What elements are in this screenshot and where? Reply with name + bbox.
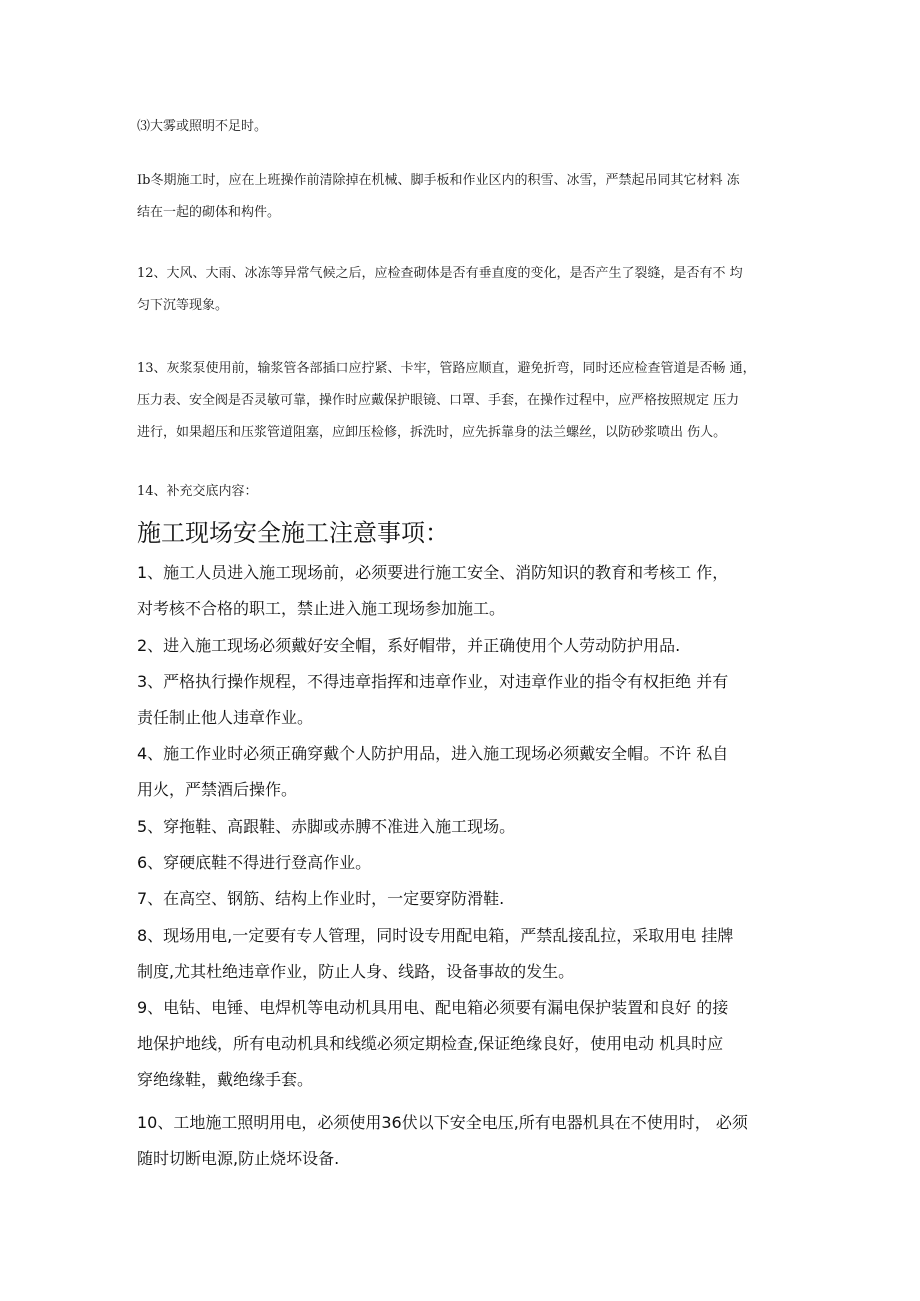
text-line: 随时切断电源,防止烧坏设备. [137, 1149, 340, 1168]
text-line: 用火，严禁酒后操作。 [137, 780, 298, 799]
text-line: ⑶大雾或照明不足时。 [137, 119, 268, 134]
paragraph-item-11 [137, 174, 787, 219]
text-line: 12、大风、大雨、冰冻等异常气候之后，应检查砌体是否有垂直度的变化，是否产生了裂缝，是否有不 均 [137, 266, 743, 281]
text-line: 对考核不合格的职工，禁止进入施工现场参加施工。 [137, 599, 506, 618]
text-line: 结在一起的砌体和构件。 [137, 205, 281, 220]
safety-item-9 [137, 999, 797, 1089]
safety-item-5 [137, 818, 797, 836]
text-line: 13、灰浆泵使用前，输浆管各部插口应拧紧、卡牢，管路应顺直，避免折弯，同时还应检查管道是否畅 通， [137, 361, 756, 376]
safety-item-1 [137, 564, 797, 618]
section-heading: 施工现场安全施工注意事项： [137, 519, 449, 547]
paragraph-item-12 [137, 267, 787, 312]
text-line: 压力表、安全阀是否灵敏可靠，操作时应戴保护眼镜、口罩、手套，在操作过程中，应严格按照规定 压力 [137, 393, 740, 408]
safety-item-7 [137, 890, 797, 908]
safety-item-3 [137, 673, 797, 727]
safety-item-8 [137, 927, 797, 981]
safety-item-2 [137, 637, 797, 655]
safety-item-6 [137, 854, 797, 872]
paragraph-item-13 [137, 362, 787, 439]
text-line: 5、穿拖鞋、高跟鞋、赤脚或赤膊不准进入施工现场。 [137, 817, 516, 836]
safety-item-10 [137, 1114, 797, 1168]
text-line: 8、现场用电,一定要有专人管理，同时设专用配电箱，严禁乱接乱拉，采取用电 挂牌 [137, 926, 734, 945]
text-line: 责任制止他人违章作业。 [137, 708, 314, 727]
text-line: 进行，如果超压和压浆管道阻塞，应卸压检修，拆洗时，应先拆靠身的法兰螺丝，以防砂浆喷出 伤人。 [137, 425, 727, 440]
text-line: Ib冬期施工时，应在上班操作前清除掉在机械、脚手板和作业区内的积雪、冰雪，严禁起吊同其它材料 冻 [137, 173, 740, 188]
paragraph-item-14 [137, 485, 787, 498]
text-line: 匀下沉等现象。 [137, 298, 229, 313]
text-line: 1、施工人员进入施工现场前，必须要进行施工安全、消防知识的教育和考核工 作， [137, 563, 729, 582]
text-line: 地保护地线，所有电动机具和线缆必须定期检查,保证绝缘良好，使用电动 机具时应 [137, 1034, 724, 1053]
safety-item-4 [137, 745, 797, 799]
text-line: 穿绝缘鞋，戴绝缘手套。 [137, 1070, 314, 1089]
text-line: 9、电钻、电锤、电焊机等电动机具用电、配电箱必须要有漏电保护装置和良好 的接 [137, 998, 729, 1017]
text-line: 3、严格执行操作规程，不得违章指挥和违章作业，对违章作业的指令有权拒绝 并有 [137, 672, 729, 691]
text-line: 10、工地施工照明用电，必须使用36伏以下安全电压,所有电器机具在不使用时， 必须 [137, 1113, 748, 1132]
text-line: 4、施工作业时必须正确穿戴个人防护用品，进入施工现场必须戴安全帽。不许 私自 [137, 744, 729, 763]
text-line: 14、补充交底内容： [137, 484, 258, 499]
text-line: 制度,尤其杜绝违章作业，防止人身、线路，设备事故的发生。 [137, 962, 575, 981]
text-line: 6、穿硬底鞋不得进行登高作业。 [137, 853, 372, 872]
paragraph-item-3 [137, 120, 787, 133]
text-line: 7、在高空、钢筋、结构上作业时，一定要穿防滑鞋. [137, 889, 505, 908]
text-line: 2、进入施工现场必须戴好安全帽，系好帽带，并正确使用个人劳动防护用品. [137, 636, 681, 655]
